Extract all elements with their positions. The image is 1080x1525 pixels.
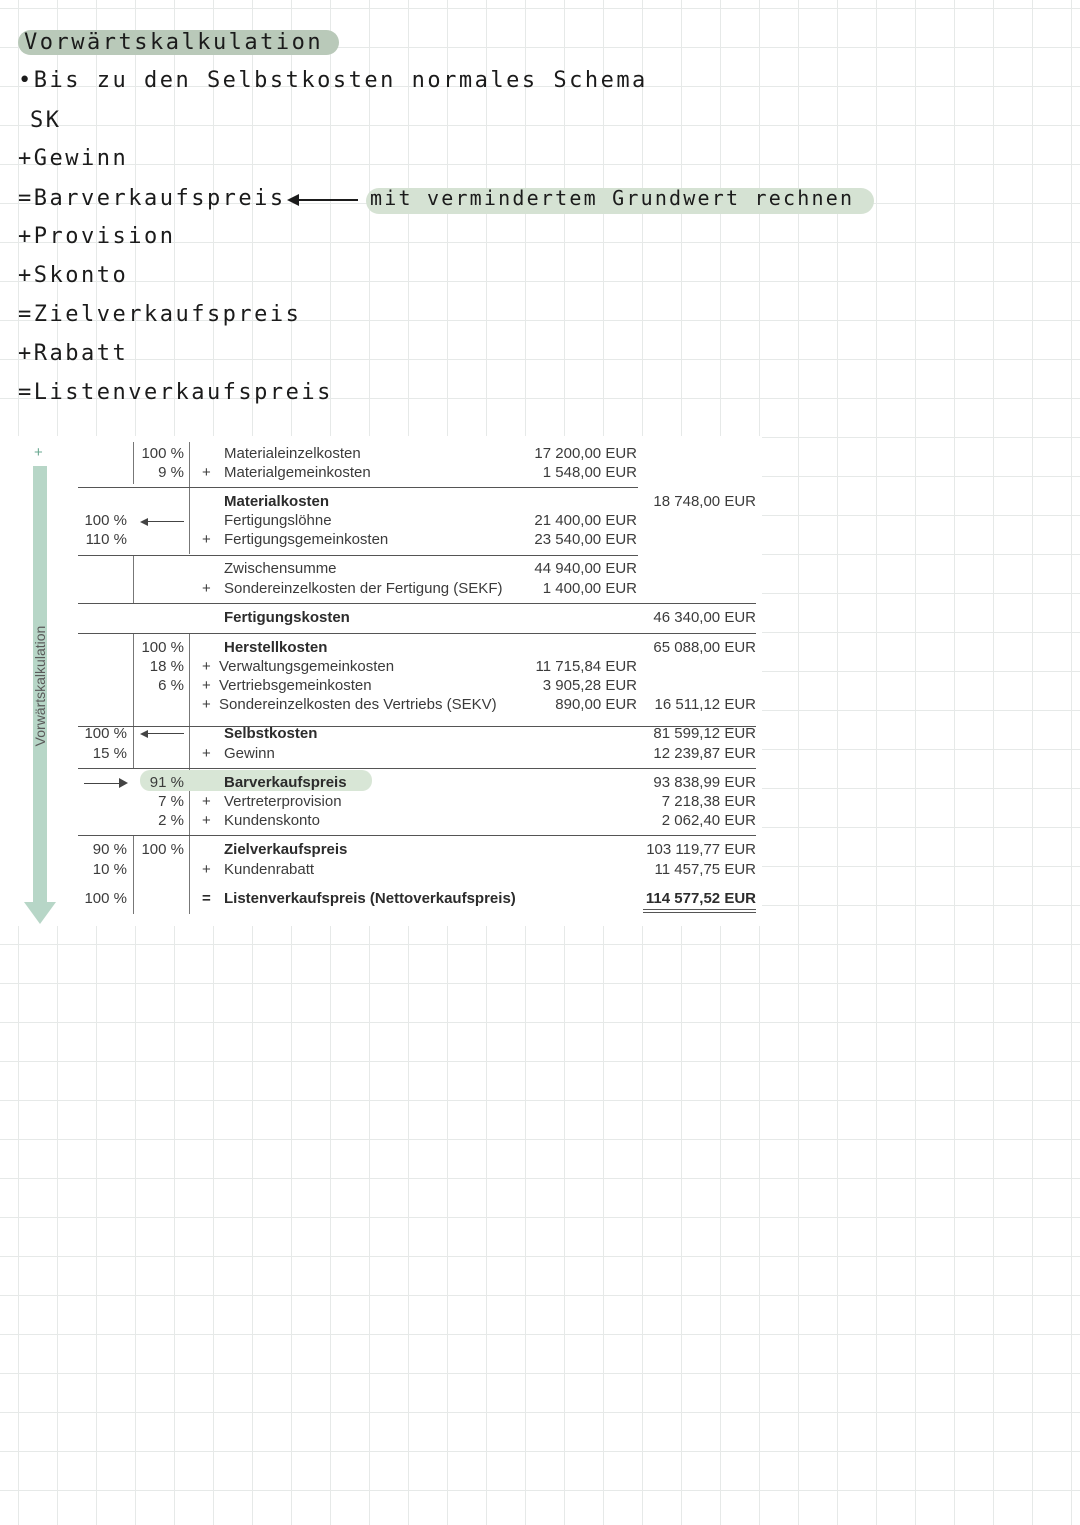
notes-line: =Barverkaufspreis — [18, 186, 286, 211]
operator: + — [202, 531, 211, 548]
row-value: 11 715,84 EUR — [535, 658, 637, 675]
notes-line: =Zielverkaufspreis — [18, 302, 302, 327]
row-divider — [78, 487, 638, 488]
row-total: 81 599,12 EUR — [653, 725, 756, 742]
row-value: 21 400,00 EUR — [534, 512, 637, 529]
row-total: 103 119,77 EUR — [646, 841, 756, 858]
col-divider — [133, 442, 134, 484]
row-value: 1 548,00 EUR — [542, 464, 637, 481]
left-arrow-line — [298, 199, 358, 201]
row-total: 11 457,75 EUR — [654, 861, 756, 878]
row-label: Zielverkaufspreis — [224, 841, 348, 858]
row-label: Materialgemeinkosten — [224, 464, 371, 481]
col-divider — [133, 634, 134, 769]
arrow-right-icon — [119, 778, 128, 788]
row-label: Barverkaufspreis — [224, 774, 347, 791]
pct: 100 % — [84, 725, 127, 742]
pct: 6 % — [158, 677, 184, 694]
row-total: 93 838,99 EUR — [653, 774, 756, 791]
row-total: 114 577,52 EUR — [645, 890, 756, 907]
side-label: Vorwärtskalkulation — [32, 625, 48, 747]
operator: + — [202, 464, 211, 481]
row-label: Verwaltungsgemeinkosten — [219, 658, 395, 675]
calculation-table — [0, 436, 762, 926]
col-divider — [189, 442, 190, 554]
notes-line: •Bis zu den Selbstkosten normales Schema — [18, 68, 648, 93]
pct: 100 % — [141, 445, 184, 462]
col-divider — [133, 556, 134, 604]
pct: 7 % — [158, 793, 184, 810]
row-label: Gewinn — [224, 745, 275, 762]
pct: 9 % — [158, 464, 184, 481]
direction-arrow-head-icon — [24, 902, 56, 924]
arrow-line — [148, 733, 184, 734]
pct: 15 % — [92, 745, 127, 762]
row-divider — [78, 768, 756, 769]
left-arrow-head — [287, 194, 299, 206]
row-label: Sondereinzelkosten der Fertigung (SEKF) — [224, 580, 503, 597]
row-divider — [78, 603, 756, 604]
row-value: 3 905,28 EUR — [542, 677, 637, 694]
row-value: 890,00 EUR — [555, 696, 637, 713]
row-label: Vertreterprovision — [224, 793, 342, 810]
operator: + — [202, 861, 211, 878]
row-divider — [78, 633, 756, 634]
col-divider — [133, 836, 134, 914]
pct: 100 % — [84, 512, 127, 529]
pct: 100 % — [141, 639, 184, 656]
row-divider — [78, 555, 638, 556]
pct: 2 % — [158, 812, 184, 829]
plus-sign: + — [34, 444, 43, 461]
pct: 100 % — [141, 841, 184, 858]
double-underline — [643, 912, 756, 913]
notes-line: +Gewinn — [18, 146, 129, 171]
row-value: 44 940,00 EUR — [534, 560, 637, 577]
arrow-left-icon — [140, 730, 148, 738]
row-value: 23 540,00 EUR — [534, 531, 637, 548]
row-label: Herstellkosten — [224, 639, 328, 656]
row-label: Materialeinzelkosten — [224, 445, 361, 462]
operator: + — [202, 812, 211, 829]
pct: 18 % — [149, 658, 184, 675]
notes-line: =Listenverkaufspreis — [18, 380, 333, 405]
row-total: 65 088,00 EUR — [653, 639, 756, 656]
row-label: Fertigungslöhne — [224, 512, 332, 529]
double-underline — [643, 909, 756, 910]
arrow-left-icon — [140, 518, 148, 526]
row-total: 46 340,00 EUR — [653, 609, 756, 626]
pct: 100 % — [84, 890, 127, 907]
pct: 91 % — [149, 774, 184, 791]
operator: + — [202, 793, 211, 810]
notes-title: Vorwärtskalkulation — [18, 30, 339, 55]
row-label: Fertigungsgemeinkosten — [224, 531, 389, 548]
notes-line: SK — [30, 108, 62, 133]
operator: + — [202, 658, 211, 675]
row-total: 2 062,40 EUR — [661, 812, 756, 829]
row-label: Zwischensumme — [224, 560, 337, 577]
notes-hint: mit vermindertem Grundwert rechnen — [370, 186, 855, 210]
row-total: 7 218,38 EUR — [661, 793, 756, 810]
operator: + — [202, 696, 211, 713]
operator: = — [202, 890, 211, 907]
row-label: Materialkosten — [224, 493, 330, 510]
row-label: Listenverkaufspreis (Nettoverkaufspreis) — [224, 890, 516, 907]
row-value: 1 400,00 EUR — [542, 580, 637, 597]
row-divider — [78, 835, 756, 836]
row-label: Selbstkosten — [224, 725, 318, 742]
pct: 90 % — [92, 841, 127, 858]
arrow-line — [148, 521, 184, 522]
row-label: Vertriebsgemeinkosten — [219, 677, 372, 694]
pct: 10 % — [92, 861, 127, 878]
notes-line: +Skonto — [18, 263, 129, 288]
notes-line: +Rabatt — [18, 341, 129, 366]
row-total: 12 239,87 EUR — [653, 745, 756, 762]
operator: + — [202, 580, 211, 597]
row-label: Kundenskonto — [224, 812, 320, 829]
notes-line: +Provision — [18, 224, 176, 249]
row-label: Sondereinzelkosten des Vertriebs (SEKV) — [219, 696, 497, 713]
row-total: 18 748,00 EUR — [653, 493, 756, 510]
arrow-line — [84, 783, 120, 784]
operator: + — [202, 677, 211, 694]
row-value: 17 200,00 EUR — [534, 445, 637, 462]
pct: 110 % — [85, 531, 127, 548]
row-total: 16 511,12 EUR — [654, 696, 756, 713]
row-label: Kundenrabatt — [224, 861, 315, 878]
operator: + — [202, 745, 211, 762]
row-label: Fertigungskosten — [224, 609, 350, 626]
